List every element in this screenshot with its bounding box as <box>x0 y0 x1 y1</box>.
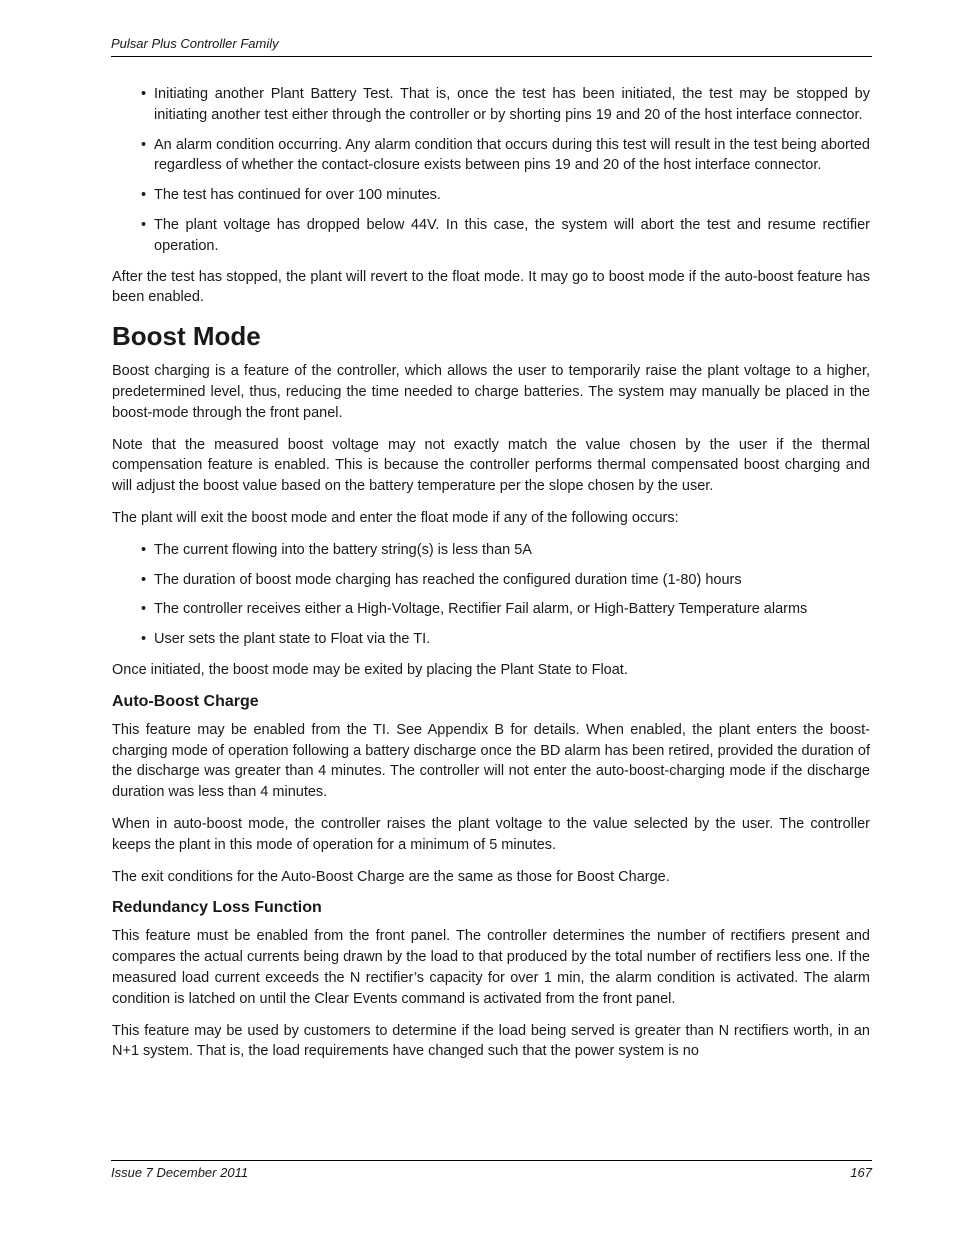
page-header <box>111 36 872 57</box>
redundancy-heading: Redundancy Loss Function <box>112 899 322 917</box>
auto-boost-paragraph-3: The exit conditions for the Auto-Boost Charge are the same as those for Boost Charge. <box>112 868 670 885</box>
list-item: • User sets the plant state to Float via the TI. <box>112 629 870 650</box>
list-item: • The plant voltage has dropped below 44V. In this case, the system will abort the test and resume rectifier operation. <box>141 216 870 254</box>
boost-mode-paragraph-2: Note that the measured boost voltage may not exactly match the value chosen by the user if the thermal compensation feature is enabled. This is because the controller performs thermal compensated boost charging and will adjust the boost value based on the battery temperature per the slope chosen by the user. <box>112 436 870 495</box>
issue-date: Issue 7 December 2011 <box>111 1165 249 1180</box>
page-footer <box>111 1160 872 1181</box>
after-test-paragraph: After the test has stopped, the plant will revert to the float mode. It may go to boost mode if the auto-boost feature has been enabled. <box>112 268 870 306</box>
bullet-icon: • <box>141 571 147 588</box>
list-item: • The duration of boost mode charging has reached the configured duration time (1-80) hours <box>112 570 870 591</box>
boost-mode-paragraph-4: Once initiated, the boost mode may be exited by placing the Plant State to Float. <box>112 661 628 678</box>
document-title: Pulsar Plus Controller Family <box>111 36 279 51</box>
boost-mode-heading: Boost Mode <box>112 321 261 352</box>
bullet-icon: • <box>141 187 147 204</box>
redundancy-paragraph-1: This feature must be enabled from the front panel. The controller determines the number of rectifiers present and compares the actual currents being drawn by the load to that produced by the total number of rectifiers less one. If the measured load current exceeds the N rectifier’s capacity for over 1 min, the alarm condition is activated. The alarm condition is latched on until the Clear Events command is activated from the front panel. <box>112 928 870 1007</box>
list-item: • The controller receives either a High-Voltage, Rectifier Fail alarm, or High-Battery Temperature alarms <box>112 599 870 620</box>
test-stop-conditions-list <box>112 84 870 257</box>
boost-mode-paragraph-3: The plant will exit the boost mode and enter the float mode if any of the following occurs: <box>112 509 679 526</box>
boost-exit-conditions-list <box>112 540 870 650</box>
bullet-icon: • <box>141 631 147 648</box>
list-item: • The current flowing into the battery string(s) is less than 5A <box>112 540 870 561</box>
boost-mode-paragraph-1: Boost charging is a feature of the controller, which allows the user to temporarily raise the plant voltage to a higher, predetermined level, thus, reducing the time needed to charge batteries. The system may manually be placed in the boost-mode through the front panel. <box>112 363 870 421</box>
bullet-icon: • <box>141 601 147 618</box>
bullet-icon: • <box>141 216 147 233</box>
list-item: • An alarm condition occurring. Any alarm condition that occurs during this test will result in the test being aborted regardless of whether the contact-closure exists between pins 19 and 20 of the host interface connector. <box>141 136 870 174</box>
auto-boost-paragraph-2: When in auto-boost mode, the controller raises the plant voltage to the value selected by the user. The controller keeps the plant in this mode of operation for a minimum of 5 minutes. <box>112 815 870 853</box>
redundancy-paragraph-2: This feature may be used by customers to determine if the load being served is greater than N rectifiers worth, in an N+1 system. That is, the load requirements have changed such that the power system is no <box>112 1022 870 1060</box>
bullet-icon: • <box>141 136 147 153</box>
auto-boost-heading: Auto-Boost Charge <box>112 692 259 710</box>
list-item: • Initiating another Plant Battery Test. That is, once the test has been initiated, the test may be stopped by initiating another test either through the controller or by shorting pins 19 and 20 of the host interface connector. <box>141 86 870 123</box>
auto-boost-paragraph-1: This feature may be enabled from the TI. See Appendix B for details. When enabled, the plant enters the boost-charging mode of operation following a battery discharge once the BD alarm has been retired, provided the duration of the discharge was greater than 4 minutes. The controller will not enter the auto-boost-charging mode if the discharge duration was less than 4 minutes. <box>112 721 870 801</box>
bullet-icon: • <box>141 541 147 558</box>
list-item: • The test has continued for over 100 minutes. <box>112 185 870 206</box>
page-number: 167 <box>850 1165 872 1180</box>
page-content <box>112 84 870 1073</box>
bullet-icon: • <box>141 86 147 102</box>
